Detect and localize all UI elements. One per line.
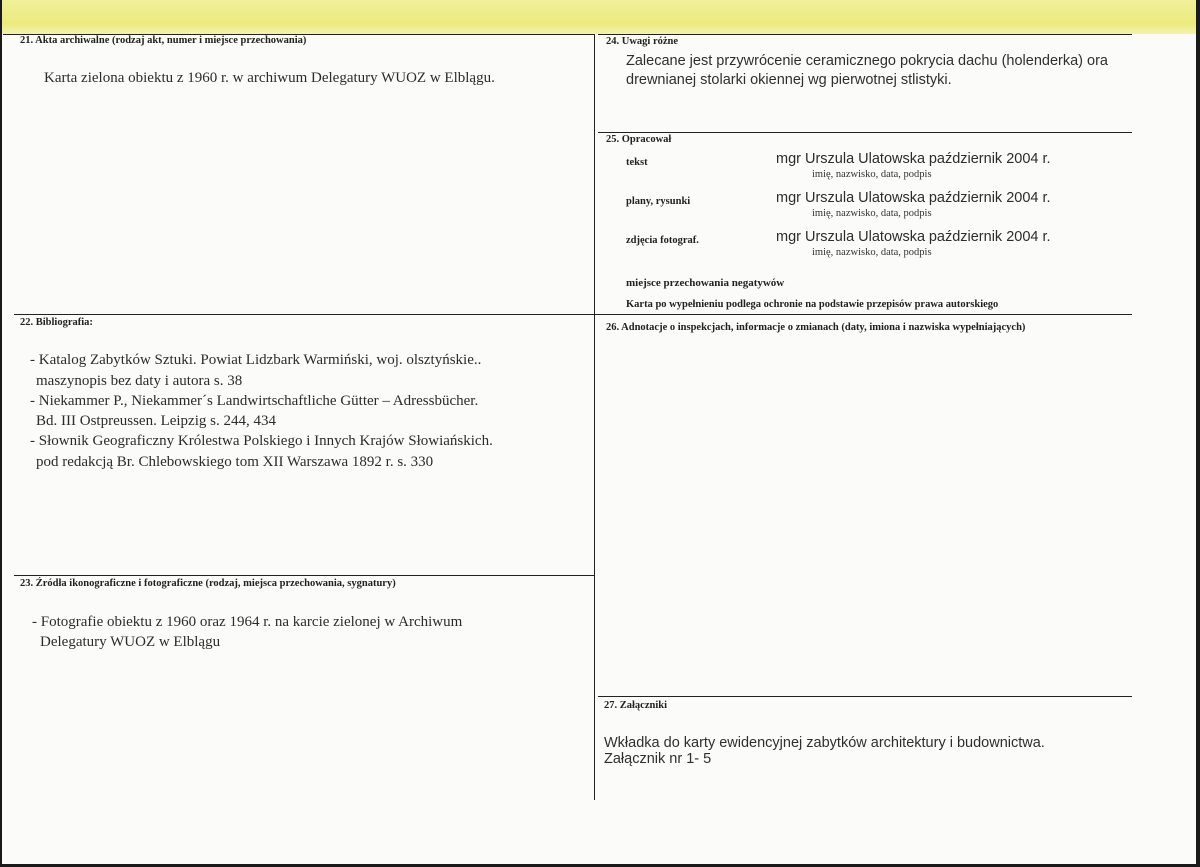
author-date: październik 2004 r. [928, 190, 1051, 206]
section-25-label: 25. Opracował [606, 134, 672, 145]
section-25-key-zdjecia: zdjęcia fotograf. [626, 235, 699, 246]
column-divider [594, 34, 595, 800]
section-23-top-rule [14, 575, 595, 576]
section-27-label: 27. Załączniki [604, 700, 668, 711]
author-date: październik 2004 r. [928, 151, 1051, 167]
section-21-label: 21. Akta archiwalne (rodzaj akt, numer i miejsce przechowania) [20, 35, 307, 46]
page-border-left [0, 0, 2, 867]
section-22-26-top-rule [14, 314, 1132, 315]
section-25-sub-tekst: imię, nazwisko, data, podpis [812, 169, 932, 180]
section-25-sub-plany: imię, nazwisko, data, podpis [812, 208, 932, 219]
bibliography-line-3: - Niekammer P., Niekammer´s Landwirtschaftliche Gütter – Adressbücher. [30, 393, 479, 409]
author-name: mgr Urszula Ulatowska [776, 190, 926, 206]
section-24-line-1: Zalecane jest przywrócenie ceramicznego pokrycia dachu (holenderka) ora [626, 53, 1108, 69]
section-24-line-2: drewnianej stolarki okiennej wg pierwotnej stlistyki. [626, 72, 952, 88]
author-date: październik 2004 r. [928, 229, 1051, 245]
copyright-notice: Karta po wypełnieniu podlega ochronie na podstawie przepisów prawa autorskiego [626, 299, 999, 310]
attachments-line-2: Załącznik nr 1- 5 [604, 751, 712, 767]
section-23-label: 23. Źródła ikonograficzne i fotograficzne (rodzaj, miejsca przechowania, sygnatury) [20, 578, 396, 589]
bibliography-line-5: - Słownik Geograficzny Królestwa Polskiego i Innych Krajów Słowiańskich. [30, 433, 493, 449]
section-24-top-rule [598, 34, 1132, 35]
section-25-top-rule [598, 132, 1132, 133]
iconography-line-1: - Fotografie obiektu z 1960 oraz 1964 r. na karcie zielonej w Archiwum [32, 614, 463, 630]
section-25-entry-plany [776, 190, 1051, 207]
section-25-key-plany: plany, rysunki [626, 196, 691, 207]
section-22-label: 22. Bibliografia: [20, 317, 93, 328]
page-border-right [1196, 0, 1200, 867]
author-name: mgr Urszula Ulatowska [776, 229, 926, 245]
author-name: mgr Urszula Ulatowska [776, 151, 926, 167]
negatives-location-label: miejsce przechowania negatywów [626, 277, 785, 289]
attachments-line-1: Wkładka do karty ewidencyjnej zabytków architektury i budownictwa. [604, 735, 1045, 751]
section-25-entry-zdjecia [776, 229, 1051, 246]
section-24-label: 24. Uwagi różne [606, 36, 679, 47]
bibliography-line-4: Bd. III Ostpreussen. Leipzig s. 244, 434 [36, 413, 276, 429]
section-25-entry-tekst [776, 151, 1051, 168]
yellow-highlight-band [0, 0, 1200, 34]
bibliography-line-6: pod redakcją Br. Chlebowskiego tom XII Warszawa 1892 r. s. 330 [36, 454, 434, 470]
section-27-top-rule [598, 696, 1132, 697]
section-25-sub-zdjecia: imię, nazwisko, data, podpis [812, 247, 932, 258]
section-21-text: Karta zielona obiektu z 1960 r. w archiwum Delegatury WUOZ w Elblągu. [44, 70, 495, 86]
iconography-line-2: Delegatury WUOZ w Elblągu [40, 634, 221, 650]
bibliography-line-2: maszynopis bez daty i autora s. 38 [36, 373, 243, 389]
section-25-key-tekst: tekst [626, 157, 648, 168]
bibliography-line-1: - Katalog Zabytków Sztuki. Powiat Lidzbark Warmiński, woj. olsztyńskie.. [30, 352, 482, 368]
section-26-label: 26. Adnotacje o inspekcjach, informacje o zmianach (daty, imiona i nazwiska wypełniających) [606, 322, 1026, 333]
